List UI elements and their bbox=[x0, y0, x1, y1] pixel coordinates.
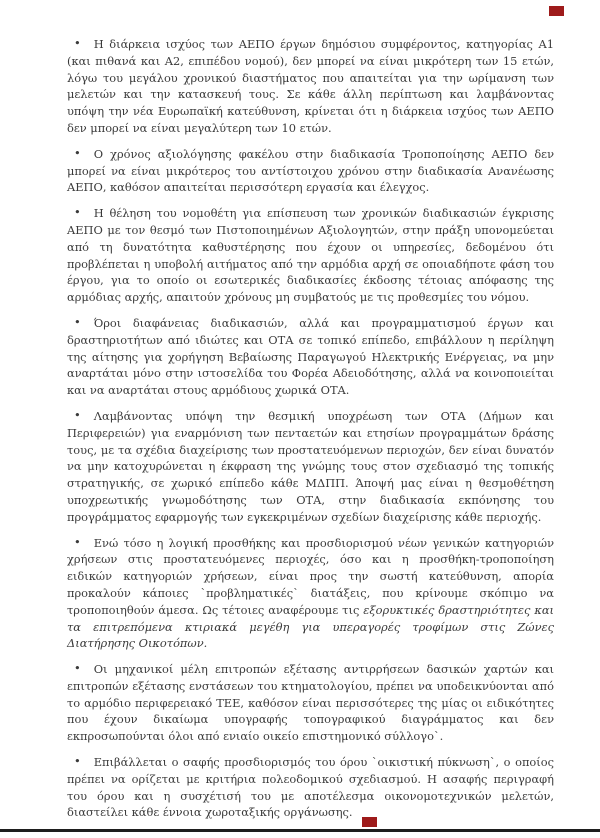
text-run: Οι μηχανικοί μέλη επιτροπών εξέτασης αντιρρήσεων δασικών χαρτών και επιτροπών εξέτασης ενστάσεων του κτηματολογίου, πρέπει να υποδεικνύονται από το αρμόδιο περιφερειακό ΤΕΕ, καθόσον είναι περισσότερες της μίας οι ειδικότητες που έχουν δικαίωμα υπογραφής τοπογραφικού διαγράμματος και δεν εκπροσωπούνται όλοι από ενιαίο οικείο επιστημονικό σύλλογο`. bbox=[67, 662, 554, 744]
text-run: Η διάρκεια ισχύος των ΑΕΠΟ έργων δημόσιου συμφέροντος, κατηγορίας Α1 (και πιθανά και Α2, επιπέδου νομού), δεν μπορεί να είναι μικρότερη των 15 ετών, λόγω του μεγάλου χρονικού διαστήματος που απαιτείται για την ωρίμανση των μελετών και την κατασκευή τους. Σε κάθε άλλη περίπτωση και λαμβάνοντας υπόψη την νέα Ευρωπαϊκή κατεύθυνση, κρίνεται ότι η διάρκεια ισχύος των ΑΕΠΟ δεν μπορεί να είναι μεγαλύτερη των 10 ετών. bbox=[67, 37, 554, 135]
text-run: Ενώ τόσο η λογική προσθήκης και προσδιορισμού νέων γενικών κατηγοριών χρήσεων στις προστατευόμενες περιοχές, όσο και η προσθήκη-τροποποίηση ειδικών κατηγοριών χρήσεων, είναι προς την σωστή κατεύθυνση, απορία προκαλούν κάποιες `προβληματικές` διατάξεις, που κρίνουμε σκόπιμο να τροποποιηθούν άμεσα. Ως τέτοιες αναφέρουμε τις bbox=[67, 535, 554, 617]
bullet-paragraph bbox=[67, 315, 554, 399]
red-annotation-marker-bottom bbox=[362, 817, 377, 827]
text-run: Επιβάλλεται ο σαφής προσδιορισμός του όρου `οικιστική πύκνωση`, ο οποίος πρέπει να ορίζεται με κριτήρια πολεοδομικού σχεδιασμού. Η ασαφής περιγραφή του όρου και η συσχέτισή του με αποτέλεσμα οικονομοτεχνικών μελετών, διαστείλει κάθε έννοια χωροταξικής οργάνωσης. bbox=[67, 755, 554, 820]
bullet-paragraph bbox=[67, 754, 554, 821]
bullet-icon: • bbox=[74, 314, 81, 329]
bullet-paragraph bbox=[67, 146, 554, 196]
bullet-icon: • bbox=[74, 205, 81, 220]
red-annotation-marker-top-right bbox=[549, 6, 564, 16]
text-run: Λαμβάνοντας υπόψη την θεσμική υποχρέωση των ΟΤΑ (Δήμων και Περιφερειών) για εναρμόνιση των πενταετών και ετησίων προγραμμάτων δράσης τους, με τα σχέδια διαχείρισης των προστατευόμενων περιοχών, δεν είναι δυνατόν να μην κατοχυρώνεται η έκφραση της γνώμης τους στον σχεδιασμό της τοπικής στρατηγικής, σε χωρικό επίπεδο κάθε ΜΔΠΠ. Άποψή μας είναι η θεσμοθέτηση υποχρεωτικής γνωμοδότησης των ΟΤΑ, στην διαδικασία εκπόνησης του προγράμματος εφαρμογής των εγκεκριμένων σχεδίων διαχείρισης κάθε περιοχής. bbox=[67, 408, 554, 524]
bullet-paragraph bbox=[67, 408, 554, 526]
bullet-paragraph bbox=[67, 661, 554, 745]
text-run: Όροι διαφάνειας διαδικασιών, αλλά και προγραμματισμού έργων και δραστηριοτήτων από ιδιώτες και ΟΤΑ σε τοπικό επίπεδο, επιβάλλουν η περίληψη της αίτησης για χορήγηση Βεβαίωσης Παραγωγού Ηλεκτρικής Ενέργειας, να μην αναρτάται μόνο στην ιστοσελίδα του Φορέα Αδειοδότησης, αλλά να κοινοποιείται και να αναρτάται στους αρμόδιους χωρικά ΟΤΑ. bbox=[67, 315, 554, 398]
bullet-paragraph bbox=[67, 36, 554, 137]
document-body bbox=[67, 36, 554, 830]
bullet-paragraph bbox=[67, 535, 554, 653]
italic-text-run: εξορυκτικές δραστηριότητες και τα επιτρεπόμενα κτιριακά μεγέθη για υπεραγορές τροφίμων στις Ζώνες Διατήρησης Οικοτόπων. bbox=[67, 602, 554, 651]
bullet-icon: • bbox=[74, 407, 81, 422]
bullet-icon: • bbox=[74, 661, 81, 676]
bullet-paragraph bbox=[67, 205, 554, 306]
bullet-icon: • bbox=[74, 534, 81, 549]
bullet-icon: • bbox=[74, 754, 81, 769]
text-run: Η θέληση του νομοθέτη για επίσπευση των χρονικών διαδικασιών έγκρισης ΑΕΠΟ με τον θεσμό των Πιστοποιημένων Αξιολογητών, στην πράξη υπονομεύεται από τη δυνατότητα καθυστέρησης που έχουν οι υπηρεσίες, δεδομένου ότι προβλέπεται η υποβολή αιτήματος από την αρμόδια αρχή σε οποιαδήποτε φάση του έργου, για το οποίο οι εσωτερικές διαδικασίες έκδοσης τέτοιας απόφασης της αρμόδιας αρχής, απαιτούν χρόνους μη συμβατούς με τις προθεσμίες του νόμου. bbox=[67, 206, 554, 305]
page-bottom-edge-line bbox=[0, 829, 600, 832]
bullet-icon: • bbox=[74, 145, 81, 160]
text-run: Ο χρόνος αξιολόγησης φακέλου στην διαδικασία Τροποποίησης ΑΕΠΟ δεν μπορεί να είναι μικρότερος του αντίστοιχου χρόνου στην διαδικασία Ανανέωσης ΑΕΠΟ, καθόσον απαιτείται περισσότερη εργασία και έλεγχος. bbox=[67, 146, 554, 195]
bullet-icon: • bbox=[74, 36, 81, 50]
